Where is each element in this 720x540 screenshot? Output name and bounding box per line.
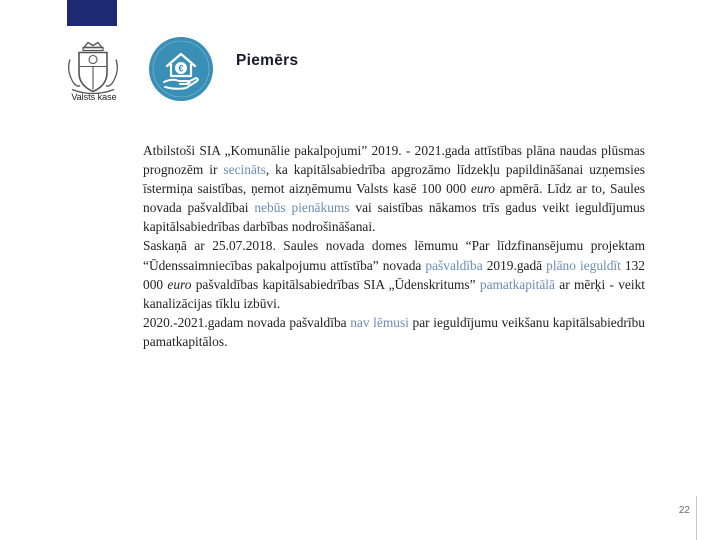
highlight-text: nav lēmusi — [350, 314, 409, 330]
paragraph-2: Saskaņā ar 25.07.2018. Saules novada domes lēmumu “Par līdzfinansējumu projektam “Ūdenssaimniecības pakalpojumu attīstība” novada pašvaldība 2019.gadā plāno ieguldīt 132 000 euro pašvaldības kapitālsabiedrības SIA „Ūdenskritums” pamatkapitālā ar mērķi - veikt kanalizācijas tīklu izbūvi. — [143, 238, 645, 311]
svg-text:€: € — [178, 63, 184, 74]
slide-title: Piemērs — [236, 52, 299, 69]
eu-flag-block — [67, 0, 117, 26]
paragraph-1: Atbilstoši SIA „Komunālie pakalpojumi” 2019. - 2021.gada attīstības plāna naudas plūsmas prognozēm ir secināts, ka kapitālsabiedrība apgrozāmo līdzekļu papildināšanai uzņemsies īstermiņa saistības, ņemot aizņēmumu Valsts kasē 100 000 euro apmērā. Līdz ar to, Saules novada pašvaldībai nebūs pienākums vai saistības nākamos trīs gadus veikt ieguldījumus kapitālsabiedrības darbības nodrošināšanai. — [143, 143, 645, 235]
highlight-text: secināts — [223, 162, 266, 178]
highlight-text: nebūs pienākums — [254, 200, 350, 216]
italic-text: euro — [167, 276, 192, 292]
highlight-text: pašvaldība — [425, 257, 483, 273]
paragraph-3: 2020.-2021.gadam novada pašvaldība nav lēmusi par ieguldījumu veikšanu kapitālsabiedrību pamatkapitālos. — [143, 314, 646, 349]
italic-text: euro — [470, 181, 495, 197]
logo-text: Valsts kase — [71, 92, 117, 102]
body-text — [143, 141, 645, 351]
highlight-text: pamatkapitālā — [479, 276, 555, 292]
page-number: 22 — [678, 505, 690, 516]
footer-divider — [696, 496, 697, 540]
highlight-text: plāno ieguldīt — [546, 257, 621, 273]
euro-house-hand-icon — [148, 36, 214, 102]
